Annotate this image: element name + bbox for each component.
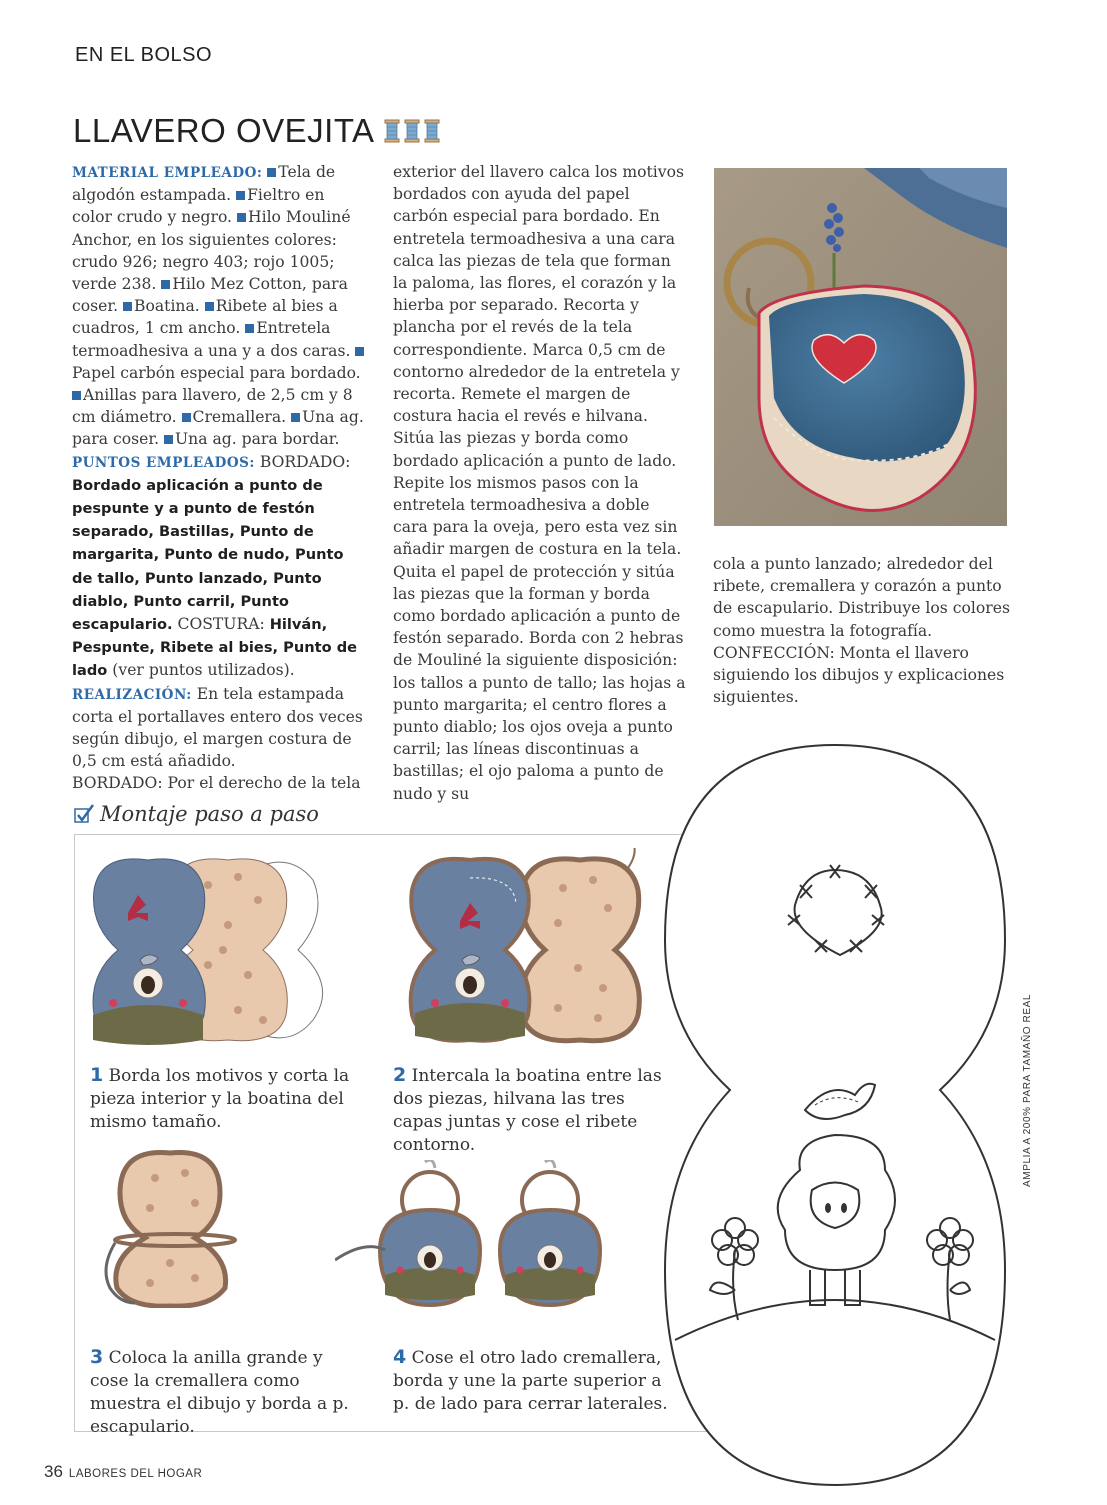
page-number: 36 <box>44 1462 63 1481</box>
step-2 <box>393 1064 671 1157</box>
material-item: Papel carbón especial para bordado. <box>72 363 361 382</box>
step-number: 4 <box>393 1346 407 1368</box>
step-4-illustration <box>335 1160 645 1310</box>
publication-name: LABORES DEL HOGAR <box>68 1468 203 1480</box>
text-column-1 <box>72 161 368 795</box>
realizacion-label: REALIZACIÓN: <box>72 686 192 703</box>
step-text: Coloca la anilla grande y cose la cremallera como muestra el dibujo y borda a p. escapulario. <box>90 1348 349 1437</box>
material-item: Cremallera. <box>192 408 287 427</box>
material-item: Una ag. para coser. <box>72 408 364 449</box>
bullet-square-icon <box>161 280 170 289</box>
bullet-square-icon <box>267 168 276 177</box>
step-1 <box>90 1064 365 1134</box>
page-footer <box>44 1462 202 1482</box>
checkbox-icon <box>74 803 96 825</box>
bordado-list: Bordado aplicación a punto de pespunte y a punto de festón separado, Bastillas, Punto de margarita, Punto de nudo, Punto de tallo, Punto lanzado, Punto diablo, Punto carril, Punto escapulario. <box>72 476 344 634</box>
bullet-square-icon <box>72 391 81 400</box>
material-item: Hilo Mouliné Anchor, en los siguientes colores: crudo 926; negro 403; rojo 1005; verde 238. <box>72 208 351 294</box>
material-item: Tela de algodón estampada. <box>72 163 336 205</box>
material-item: Anillas para llavero, de 2,5 cm y 8 cm diámetro. <box>72 386 353 427</box>
article-title: LLAVERO OVEJITA <box>73 112 375 149</box>
costura-label: COSTURA: <box>177 615 265 634</box>
puntos-label: PUNTOS EMPLEADOS: <box>72 454 255 471</box>
step-4 <box>393 1346 671 1416</box>
bordado-intro: BORDADO: Por el derecho de la tela <box>72 774 361 793</box>
bullet-square-icon <box>164 435 173 444</box>
bullet-square-icon <box>291 413 300 422</box>
step-text: Intercala la boatina entre las dos piezas, hilvana las tres capas juntas y cose el ribete contorno. <box>393 1066 662 1155</box>
material-item: Hilo Mez Cotton, para coser. <box>72 275 348 316</box>
bullet-square-icon <box>245 324 254 333</box>
material-item: Boatina. <box>134 297 200 316</box>
thread-spool-icon <box>383 118 441 144</box>
bullet-square-icon <box>205 302 214 311</box>
step-number: 1 <box>90 1064 104 1086</box>
step-text: Cose el otro lado cremallera, borda y une la parte superior a p. de lado para cerrar laterales. <box>393 1348 668 1414</box>
costura-list: Hilván, Pespunte, Ribete al bies, Punto de lado <box>72 616 358 680</box>
pattern-scale-note <box>1010 975 1040 1195</box>
step-1-illustration <box>88 855 378 1045</box>
section-title: EN EL BOLSO <box>75 44 213 66</box>
step-text: Borda los motivos y corta la pieza interior y la boatina del mismo tamaño. <box>90 1066 350 1132</box>
bullet-square-icon <box>123 302 132 311</box>
material-item: Fieltro en color crudo y negro. <box>72 186 325 227</box>
material-label: MATERIAL EMPLEADO: <box>72 165 263 181</box>
text-column-3: cola a punto lanzado; alrededor del ribete, cremallera y corazón a punto de escapulario. Distribuye los colores como muestra la fotografía. CONFECCIÓN: Monta el llavero siguiendo los dibujos y explicaciones siguientes. <box>713 555 1010 707</box>
material-item: Entretela termoadhesiva a una y a dos caras. <box>72 319 351 360</box>
material-item: Ribete al bies a cuadros, 1 cm ancho. <box>72 297 338 338</box>
article-title-row <box>73 112 441 150</box>
montaje-title: Montaje paso a paso <box>100 802 319 826</box>
bordado-label: BORDADO: <box>259 452 351 471</box>
step-3 <box>90 1346 366 1439</box>
bullet-square-icon <box>355 347 364 356</box>
bullet-square-icon <box>237 213 246 222</box>
step-number: 2 <box>393 1064 407 1086</box>
step-2-illustration <box>398 848 658 1048</box>
costura-note: (ver puntos utilizados). <box>112 661 295 680</box>
realizacion-text: En tela estampada corta el portallaves entero dos veces según dibujo, el margen costura de 0,5 cm está añadido. <box>72 684 363 771</box>
scale-note-text: AMPLIA A 200% PARA TAMAÑO REAL <box>1022 993 1033 1187</box>
sheep-keychain-pattern <box>660 730 1010 1500</box>
step-number: 3 <box>90 1346 104 1368</box>
keychain-photo <box>714 168 1007 526</box>
bullet-square-icon <box>236 191 245 200</box>
material-item: Una ag. para bordar. <box>175 430 340 449</box>
step-3-illustration <box>95 1148 255 1308</box>
bullet-square-icon <box>182 413 191 422</box>
text-column-2: exterior del llavero calca los motivos bordados con ayuda del papel carbón especial para bordado. En entretela termoadhesiva a una cara calca las piezas de tela que forman la paloma, las flores, el corazón y la hierba por separado. Recorta y plancha por el revés de la tela correspondiente. Marca 0,5 cm de contorno alrededor de la entretela y recorta. Remete el margen de costura hacia el revés e hilvana. Sitúa las piezas y borda como bordado aplicación a punto de lado. Repite los mismos pasos con la entretela termoadhesiva a doble cara para la oveja, pero esta vez sin añadir margen de costura en la tela. Quita el papel de protección y sitúa las piezas que la forman y borda como bordado aplicación a punto de festón separado. Borda con 2 hebras de Mouliné la siguiente disposición: los tallos a punto de tallo; las hojas a punto margarita; el centro flores a punto diablo; los ojos oveja a punto carril; las líneas discontinuas a bastillas; el ojo paloma a punto de nudo y su <box>393 163 686 803</box>
montaje-heading <box>74 802 319 826</box>
